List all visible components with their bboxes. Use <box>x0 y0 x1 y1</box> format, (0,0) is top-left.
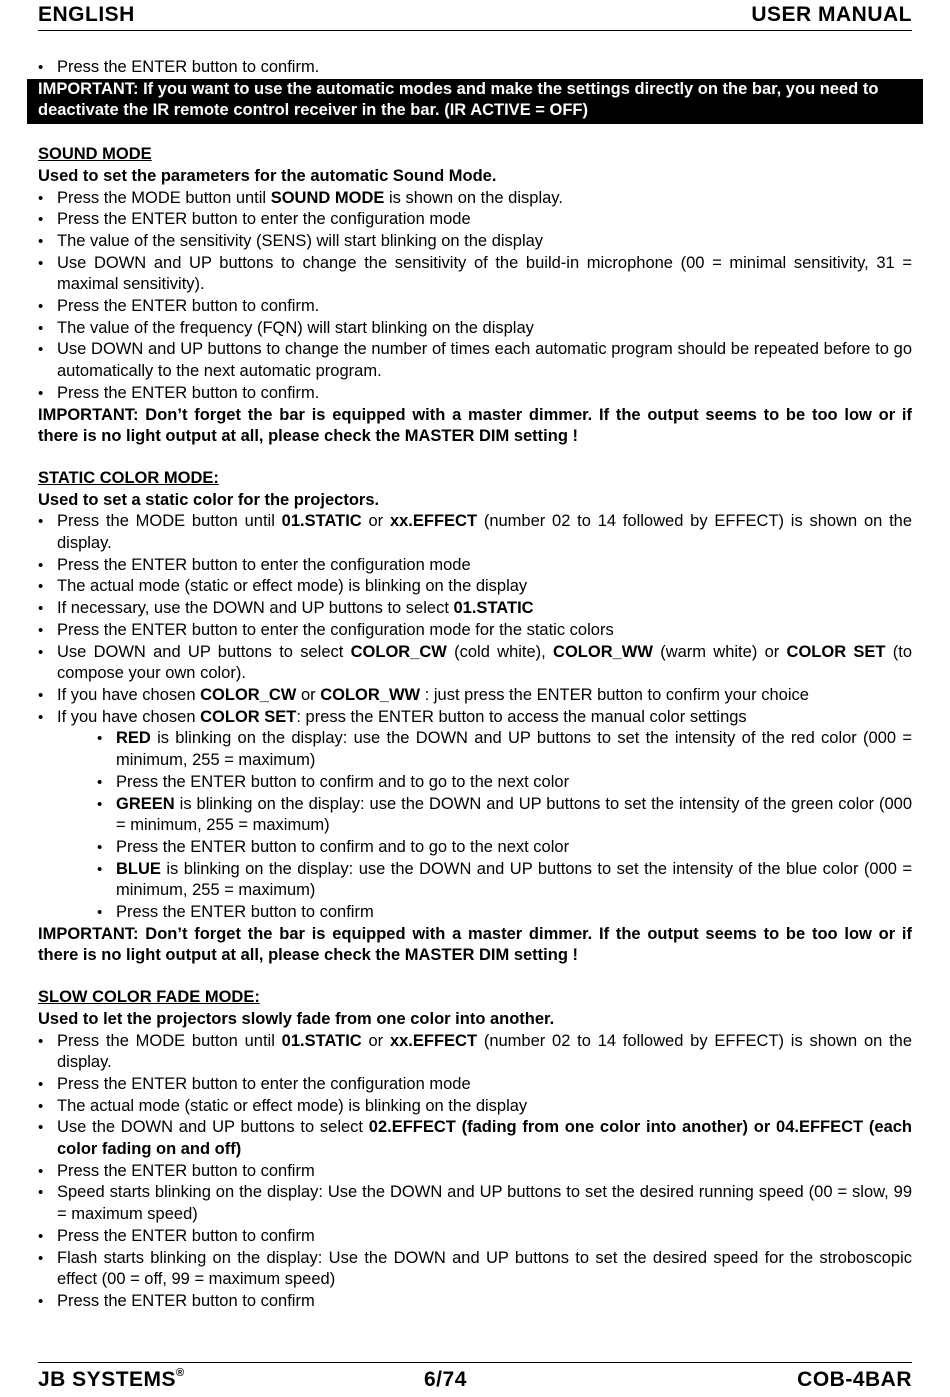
header-doc-type: USER MANUAL <box>751 3 912 26</box>
page-header <box>38 2 912 31</box>
sub-list-item: • GREEN is blinking on the display: use the DOWN and UP buttons to set the intensity of the green color (000 = minimum, 255 = maximum) <box>38 794 912 837</box>
list-item: • Use DOWN and UP buttons to select COLOR_CW (cold white), COLOR_WW (warm white) or COLOR SET (to compose your own color). <box>38 642 912 685</box>
list-item: • The value of the sensitivity (SENS) will start blinking on the display <box>38 231 912 253</box>
list-item: • Press the ENTER button to confirm <box>38 1226 912 1248</box>
list-item: • Use DOWN and UP buttons to change the number of times each automatic program should be repeated before to go automatically to the next automatic program. <box>38 339 912 382</box>
list-item: • Press the MODE button until 01.STATIC or xx.EFFECT (number 02 to 14 followed by EFFECT) is shown on the display. <box>38 1031 912 1074</box>
list-item: • Press the ENTER button to confirm. <box>38 383 912 405</box>
sub-list-item: • Press the ENTER button to confirm and to go to the next color <box>38 772 912 794</box>
list-item: • Press the ENTER button to confirm. <box>38 296 912 318</box>
list-item: • Flash starts blinking on the display: Use the DOWN and UP buttons to set the desired speed for the stroboscopic effect (00 = off, 99 = maximum speed) <box>38 1248 912 1291</box>
registered-mark: ® <box>176 1367 185 1379</box>
list-item: • Press the ENTER button to enter the configuration mode <box>38 1074 912 1096</box>
sub-list-item: • BLUE is blinking on the display: use the DOWN and UP buttons to set the intensity of the blue color (000 = minimum, 255 = maximum) <box>38 859 912 902</box>
list-item: • The actual mode (static or effect mode) is blinking on the display <box>38 576 912 598</box>
list-item: • Press the ENTER button to confirm. <box>38 57 912 79</box>
section-title: STATIC COLOR MODE: <box>38 468 219 487</box>
sub-list-item: • RED is blinking on the display: use the DOWN and UP buttons to set the intensity of the red color (000 = minimum, 255 = maximum) <box>38 728 912 771</box>
list-item: • Press the MODE button until SOUND MODE is shown on the display. <box>38 188 912 210</box>
list-item: • Press the ENTER button to enter the configuration mode for the static colors <box>38 620 912 642</box>
fade-steps <box>38 1031 912 1313</box>
list-item: • Use the DOWN and UP buttons to select 02.EFFECT (fading from one color into another) or 04.EFFECT (each color fading on and off) <box>38 1117 912 1160</box>
intro-list <box>38 57 912 79</box>
important-note: IMPORTANT: Don’t forget the bar is equipped with a master dimmer. If the output seems to be too low or if there is no light output at all, please check the MASTER DIM setting ! <box>38 405 912 446</box>
ir-important-box: IMPORTANT: If you want to use the automatic modes and make the settings directly on the bar, you need to deactivate the IR remote control receiver in the bar. (IR ACTIVE = OFF) <box>27 79 923 124</box>
section-subtitle: Used to let the projectors slowly fade from one color into another. <box>38 1009 555 1028</box>
list-item: • Press the ENTER button to confirm <box>38 1161 912 1183</box>
list-item: • If you have chosen COLOR SET: press the ENTER button to access the manual color settings <box>38 707 912 729</box>
list-item: • Press the ENTER button to enter the configuration mode <box>38 209 912 231</box>
footer-model: COB-4BAR <box>797 1368 912 1391</box>
header-language: ENGLISH <box>38 3 135 26</box>
important-note: IMPORTANT: Don’t forget the bar is equipped with a master dimmer. If the output seems to be too low or if there is no light output at all, please check the MASTER DIM setting ! <box>38 924 912 965</box>
sub-list-item: • Press the ENTER button to confirm and to go to the next color <box>38 837 912 859</box>
section-title: SLOW COLOR FADE MODE: <box>38 988 260 1007</box>
list-item: • Press the MODE button until 01.STATIC or xx.EFFECT (number 02 to 14 followed by EFFECT) is shown on the display. <box>38 511 912 554</box>
list-item: • Press the ENTER button to enter the configuration mode <box>38 555 912 577</box>
list-item: • Speed starts blinking on the display: Use the DOWN and UP buttons to set the desired running speed (00 = slow, 99 = maximum speed) <box>38 1182 912 1225</box>
list-item: • If you have chosen COLOR_CW or COLOR_WW : just press the ENTER button to confirm your choice <box>38 685 912 707</box>
page-content <box>38 57 912 1313</box>
color-set-substeps <box>38 728 912 923</box>
list-item: • The value of the frequency (FQN) will start blinking on the display <box>38 318 912 340</box>
static-steps <box>38 511 912 728</box>
sound-steps <box>38 188 912 405</box>
footer-brand: JB SYSTEMS® <box>38 1367 185 1391</box>
list-item: • If necessary, use the DOWN and UP buttons to select 01.STATIC <box>38 598 912 620</box>
list-item: • The actual mode (static or effect mode) is blinking on the display <box>38 1096 912 1118</box>
slow-fade-section <box>38 987 912 1313</box>
page-footer <box>38 1362 912 1397</box>
static-color-section <box>38 468 912 967</box>
section-title: SOUND MODE <box>38 145 152 164</box>
list-item: • Use DOWN and UP buttons to change the sensitivity of the build-in microphone (00 = minimal sensitivity, 31 = maximal sensitivity). <box>38 253 912 296</box>
page-number: 6/74 <box>424 1368 467 1391</box>
sub-list-item: • Press the ENTER button to confirm <box>38 902 912 924</box>
sound-mode-section <box>38 144 912 448</box>
section-subtitle: Used to set a static color for the projectors. <box>38 490 380 509</box>
section-subtitle: Used to set the parameters for the automatic Sound Mode. <box>38 166 497 185</box>
list-item: • Press the ENTER button to confirm <box>38 1291 912 1313</box>
